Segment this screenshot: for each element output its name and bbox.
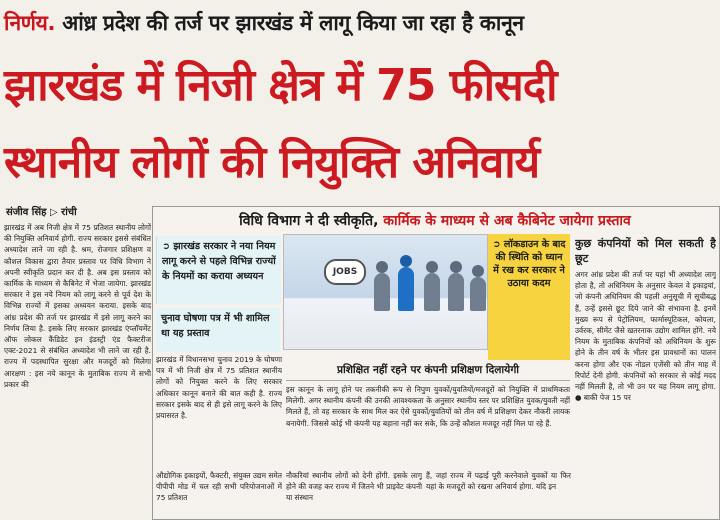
highlight-box-manifesto — [156, 308, 280, 352]
jobs-sign: JOBS — [324, 259, 366, 285]
subhead — [160, 208, 710, 234]
subhead-rest: कार्मिक के माध्यम से अब कैबिनेट जायेगा प्रस्ताव — [383, 213, 631, 229]
right-column — [575, 236, 716, 514]
bottom-column-3 — [426, 470, 571, 516]
bottom-column-2 — [286, 470, 422, 516]
kicker-label: निर्णय. — [4, 11, 56, 35]
manifesto-body — [156, 354, 282, 466]
manifesto-body-text: झारखंड में विधानसभा चुनाव 2019 के घोषणा पत्र में भी निजी क्षेत्र में 75 प्रतिशत स्थानीय लोगों को नियुक्त करने के लिए सरकार अधिकार कानून बनाने की बात कही है. राज्य सरकार इसके बाद से ही इसे लागू करने के लिए प्रयासरत है. — [156, 355, 282, 421]
highlight-box-states-study-text: ➲ झारखंड सरकार ने नया नियम लागू करने से पहले विभिन्न राज्यों के नियमों का कराया अध्ययन — [162, 241, 276, 282]
subhead-prefix: विधि विभाग ने दी स्वीकृति, — [239, 213, 379, 229]
left-column-body — [4, 222, 151, 514]
person-figure — [374, 273, 390, 311]
kicker-text: आंध्र प्रदेश की तर्ज पर झारखंड में लागू किया जा रहा है कानून — [62, 11, 524, 35]
highlight-box-lockdown — [488, 234, 570, 360]
training-body-text: इस कानून के लागू होने पर तकनीकी रूप से निपुण युवकों/युवतियों/मजदूरों को नियुक्ति में प्राथमिकता मिलेगी. अगर स्थानीय कंपनी की उनकी आवश्यकता के अनुसार स्थानीय स्तर पर प्रशिक्षित युवक/युवती नहीं मिलते हैं, तो वह सरकार के साथ मिल कर ऐसे युवकों/युवतियों को तीन वर्ष में प्रशिक्षण देकर नौकरी लायक बनायेगी. जिससे कोई भी कंपनी यह बहाना नहीं कर सके, कि उन्हें कौशल मजदूर नहीं मिल पा रहे हैं. — [286, 385, 570, 428]
highlight-box-lockdown-text: ➲ लॉकडाउन के बाद की स्थिति को ध्यान में रख कर सरकार ने उठाया कदम — [492, 239, 566, 289]
left-column-text: झारखंड में अब निजी क्षेत्र में 75 प्रतिशत स्थानीय लोगों की नियुक्ति अनिवार्य होगी. राज्य सरकार इससे संबंधित अध्यादेश लाने जा रही है. श्रम, रोजगार प्रशिक्षण व कौशल विकास द्वारा तैयार प्रस्ताव पर विधि विभाग ने अपनी स्वीकृति प्रदान कर दी है. अब इस प्रस्ताव को कार्मिक के माध्यम से कैबिनेट में भेजा जायेगा. झारखंड सरकार ने इस नये नियम को लागू करने से पूर्व देश के विभिन्न राज्यों में इसका अध्ययन कराया. इसके बाद आंध्र प्रदेश की तर्ज पर झारखंड में इसे लागू करने का निर्णय लिया है. इसके लिए सरकार झारखंड एंप्लॉयमेंट ऑफ लोकल कैंडिडेट इन इंडस्ट्री एंड फैक्टरीज एक्ट-2021 से संबंधित अध्यादेश भी लाने जा रही है. राज्य में पदस्थापित सुरक्षा और मजदूरों को मिलेगा आरक्षण : इस नये कानून के मुताबिक राज्य में सभी प्रकार की — [4, 223, 151, 389]
right-column-heading: कुछ कंपनियों को मिल सकती है छूट — [575, 237, 716, 265]
bottom-column-1-text: औद्योगिक इकाइयों, फैक्टरी, संयुक्त उद्यम समेत पीपीपी मोड में चल रही सभी परियोजनाओं में 75 प्रतिशत — [156, 471, 282, 503]
kicker-line — [4, 2, 716, 44]
highlight-box-states-study — [156, 236, 281, 304]
bottom-column-1 — [156, 470, 282, 516]
right-column-text: अगर आंध्र प्रदेश की तर्ज पर यहां भी अध्यादेश लागू होता है, तो अधिनियम के अनुसार केवल वे इकाइयां, जो कंपनी अधिनियम की पहली अनुसूची में सूचीबद्ध हैं, उन्हें इससे छूट दिये जाने की संभावना है. इनमें मुख्य रूप से पेट्रोलियम, फार्मास्यूटिकल, कोयला, उर्वरक, सीमेंट जैसे खतरनाक उद्योग शामिल होंगे. नये नियम के मुताबिक कंपनियों को अधिनियम के शुरू होने के तीन वर्ष के भीतर इस प्रावधानों का पालन करना होगा और एक नोडल एजेंसी को तीन माह में रिपोर्ट देनी होगी. कंपनियों को सरकार से कोई मदद नहीं मिलती है, तो भी उन पर यह नियम लागू होगा. ● बाकी पेज 15 पर — [575, 270, 716, 403]
byline: संजीव सिंह ▷ रांची — [6, 207, 77, 218]
jobs-photo — [283, 234, 488, 350]
bottom-column-3-text: हैं, जहां राज्य में पढ़ाई पूरी करनेवाले युवकों या फिर यहां के मजदूरों को रखना अनिवार्य होगा. यदि इन — [426, 471, 571, 492]
person-figure-highlighted — [398, 267, 414, 311]
bottom-column-2-text: नौकरियां स्थानीय लोगों को देनी होंगी. इसके लागू होने की वजह कर राज्य में जितने भी प्राइवेट कंपनी या संस्थान — [286, 471, 422, 503]
headline-line-1: झारखंड में निजी क्षेत्र में 75 फीसदी — [4, 60, 557, 111]
person-figure — [424, 273, 440, 311]
training-subheading: प्रशिक्षित नहीं रहने पर कंपनी प्रशिक्षण दिलायेगी — [286, 360, 570, 381]
headline-line-2: स्थानीय लोगों की नियुक्ति अनिवार्य — [4, 137, 540, 188]
person-figure — [470, 277, 486, 311]
training-body — [286, 384, 570, 464]
person-figure — [448, 273, 464, 311]
highlight-box-manifesto-text: चुनाव घोषणा पत्र में भी शामिल था यह प्रस्ताव — [161, 313, 270, 339]
